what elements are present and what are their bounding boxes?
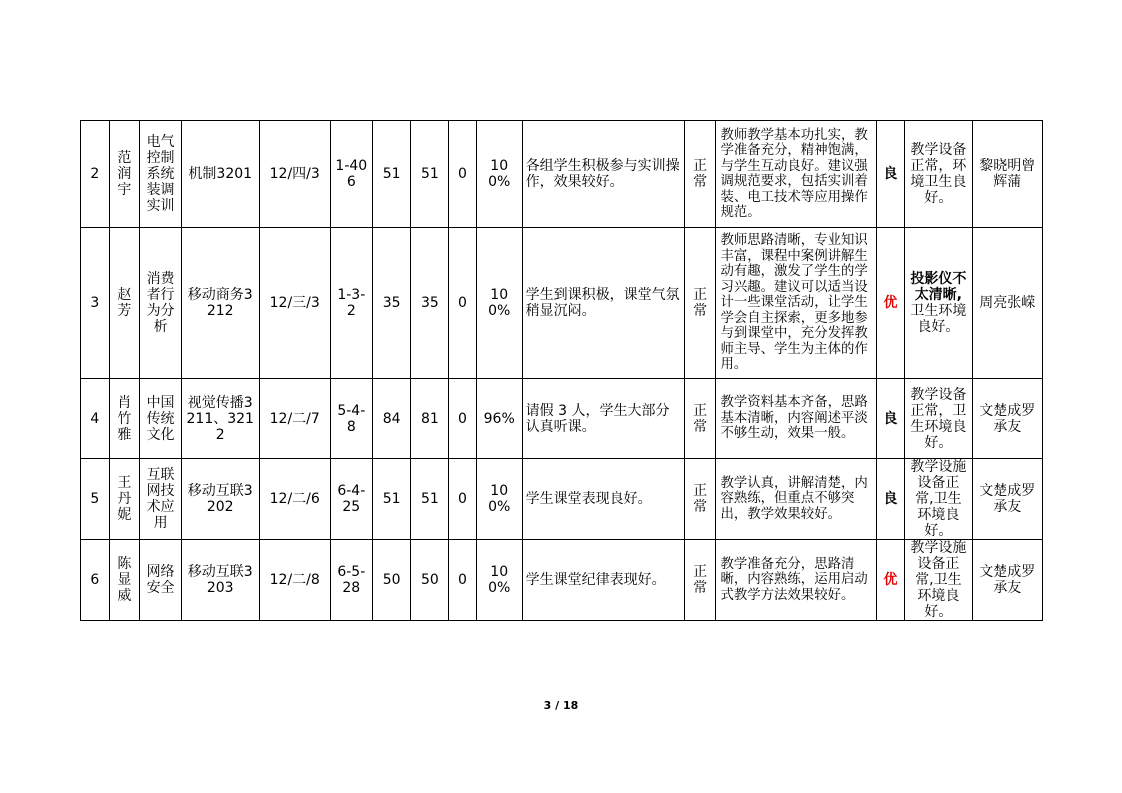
attendance-rate: 100%	[476, 540, 522, 621]
course-name: 电气控制系统装调实训	[140, 121, 182, 228]
present-count: 81	[411, 379, 449, 459]
grade-badge: 良	[876, 379, 905, 459]
lesson-period: 1-406	[330, 121, 372, 228]
table-row	[81, 379, 1043, 459]
grade-badge: 良	[876, 459, 905, 540]
present-count: 51	[411, 459, 449, 540]
teacher-name: 陈显威	[109, 540, 140, 621]
present-count: 50	[411, 540, 449, 621]
class-name: 移动商务3212	[181, 228, 259, 379]
evaluation-comment: 教学准备充分，思路清晰，内容熟练，运用启动式教学方法效果较好。	[716, 540, 876, 621]
teacher-name: 王丹妮	[109, 459, 140, 540]
teacher-name: 范润宇	[109, 121, 140, 228]
grade-badge: 良	[876, 121, 905, 228]
class-discipline: 请假 3 人，学生大部分认真听课。	[522, 379, 684, 459]
lesson-date: 12/二/8	[259, 540, 330, 621]
teacher-name: 肖竹雅	[109, 379, 140, 459]
grade-badge: 优	[876, 540, 905, 621]
expected-count: 84	[372, 379, 411, 459]
course-name: 互联网技术应用	[140, 459, 182, 540]
environment-text: 教学设施设备正常,卫生环境良好。	[910, 459, 967, 539]
attendance-rate: 100%	[476, 121, 522, 228]
environment-text: 教学设施设备正常,卫生环境良好。	[910, 540, 967, 620]
lesson-period: 6-4-25	[330, 459, 372, 540]
table-row	[81, 121, 1043, 228]
inspectors: 文楚成罗承友	[972, 459, 1042, 540]
environment-text: 教学设备正常，卫生环境良好。	[910, 386, 967, 451]
lesson-period: 6-5-28	[330, 540, 372, 621]
attendance-rate: 100%	[476, 228, 522, 379]
row-number: 4	[81, 379, 110, 459]
class-name: 视觉传播3211、3212	[181, 379, 259, 459]
lesson-date: 12/二/6	[259, 459, 330, 540]
attendance-rate: 96%	[476, 379, 522, 459]
absent-count: 0	[449, 459, 477, 540]
table-row	[81, 540, 1043, 621]
expected-count: 35	[372, 228, 411, 379]
absent-count: 0	[449, 121, 477, 228]
class-discipline: 学生课堂表现良好。	[522, 459, 684, 540]
class-discipline: 学生课堂纪律表现好。	[522, 540, 684, 621]
absent-count: 0	[449, 540, 477, 621]
absent-count: 0	[449, 228, 477, 379]
present-count: 51	[411, 121, 449, 228]
inspectors: 黎晓明曾辉蒲	[972, 121, 1042, 228]
teaching-status: 正常	[684, 121, 716, 228]
course-name: 消费者行为分析	[140, 228, 182, 379]
environment-note	[905, 459, 972, 540]
class-name: 移动互联3202	[181, 459, 259, 540]
inspectors: 周亮张嵘	[972, 228, 1042, 379]
evaluation-comment: 教学认真，讲解清楚，内容熟练，但重点不够突出，教学效果较好。	[716, 459, 876, 540]
expected-count: 51	[372, 459, 411, 540]
inspectors: 文楚成罗承友	[972, 379, 1042, 459]
environment-note	[905, 228, 972, 379]
row-number: 5	[81, 459, 110, 540]
page-number: 3 / 18	[543, 699, 579, 712]
class-name: 机制3201	[181, 121, 259, 228]
teaching-status: 正常	[684, 459, 716, 540]
class-discipline: 学生到课积极，课堂气氛稍显沉闷。	[522, 228, 684, 379]
grade-badge: 优	[876, 228, 905, 379]
environment-issue: 投影仪不太清晰,	[910, 271, 967, 303]
evaluation-comment: 教师思路清晰，专业知识丰富，课程中案例讲解生动有趣，激发了学生的学习兴趣。建议可以适当设计一些课堂活动，让学生学会自主探索，更多地参与到课堂中，充分发挥教师主导、学生为主体的作用。	[716, 228, 876, 379]
environment-text: 卫生环境良好。	[910, 303, 967, 335]
evaluation-comment: 教师教学基本功扎实，教学准备充分，精神饱满，与学生互动良好。建议强调规范要求，包括实训着装、电工技术等应用操作规范。	[716, 121, 876, 228]
present-count: 35	[411, 228, 449, 379]
lesson-period: 5-4-8	[330, 379, 372, 459]
class-discipline: 各组学生积极参与实训操作，效果较好。	[522, 121, 684, 228]
evaluation-comment: 教学资料基本齐备，思路基本清晰，内容阐述平淡不够生动，效果一般。	[716, 379, 876, 459]
row-number: 2	[81, 121, 110, 228]
expected-count: 50	[372, 540, 411, 621]
course-name: 中国传统文化	[140, 379, 182, 459]
teaching-status: 正常	[684, 228, 716, 379]
row-number: 3	[81, 228, 110, 379]
inspection-table	[80, 120, 1043, 621]
table-row	[81, 228, 1043, 379]
environment-note	[905, 379, 972, 459]
lesson-date: 12/三/3	[259, 228, 330, 379]
environment-note	[905, 540, 972, 621]
teacher-name: 赵芳	[109, 228, 140, 379]
teaching-status: 正常	[684, 379, 716, 459]
teaching-status: 正常	[684, 540, 716, 621]
class-name: 移动互联3203	[181, 540, 259, 621]
row-number: 6	[81, 540, 110, 621]
table-row	[81, 459, 1043, 540]
environment-note	[905, 121, 972, 228]
absent-count: 0	[449, 379, 477, 459]
expected-count: 51	[372, 121, 411, 228]
lesson-date: 12/四/3	[259, 121, 330, 228]
inspectors: 文楚成罗承友	[972, 540, 1042, 621]
environment-text: 教学设备正常，环境卫生良好。	[910, 142, 967, 206]
course-name: 网络安全	[140, 540, 182, 621]
lesson-date: 12/二/7	[259, 379, 330, 459]
lesson-period: 1-3-2	[330, 228, 372, 379]
attendance-rate: 100%	[476, 459, 522, 540]
